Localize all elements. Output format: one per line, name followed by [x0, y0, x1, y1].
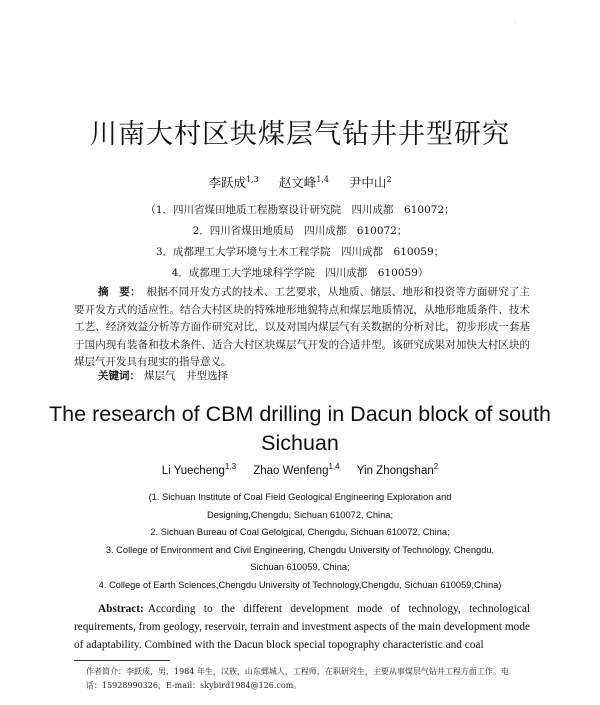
affiliation-line: （1．四川省煤田地质工程勘察设计研究院 四川成都 610072；	[145, 204, 455, 216]
author-li-en: Li Yuecheng$^{1,3}$	[161, 462, 237, 477]
footnote-divider	[74, 660, 170, 661]
keywords-text: 煤层气 井型选择	[144, 370, 228, 382]
chinese-abstract	[74, 284, 530, 372]
author-yin: 尹中山$^2$	[348, 174, 392, 190]
english-abstract	[74, 600, 530, 654]
author-footnote	[86, 665, 538, 692]
english-title: The research of CBM drilling in Dacun block of south Sichuan	[49, 402, 551, 455]
author-zhao: 赵文峰$^{1,4}$	[278, 174, 329, 190]
affiliation-line: Sichuan 610059, China;	[250, 562, 350, 573]
footnote-line: 作者简介：李跃成，男，1984 年生，汉族，山东鄄城人，工程师，在职研究生，主要从事煤层气钻井工程方面工作。电	[86, 667, 509, 676]
author-yin-en: Yin Zhongshan$^2$	[356, 462, 439, 477]
affiliation-line: 3．成都理工大学环境与土木工程学院 四川成都 610059；	[155, 246, 445, 258]
english-authors	[0, 462, 600, 477]
affiliation-line: 3. College of Environment and Civil Engineering, Chengdu University of Technology, Chengdu,	[105, 544, 495, 555]
footnote-line: 话：15928990326，E-mail：skybird1984@126.com。	[86, 680, 302, 690]
chinese-authors	[0, 173, 600, 191]
keywords-label: 关键词：	[98, 370, 140, 382]
chinese-affiliations	[0, 200, 600, 284]
abstract-text: According to the different development mode of technology, technological requirements, from geology, reservoir, terrain and investment aspects of the main development mode of adaptability. Combined with the Dacun block special topography characteristic and coal	[74, 603, 530, 651]
author-zhao-en: Zhao Wenfeng$^{1,4}$	[253, 462, 340, 477]
english-affiliations	[30, 489, 570, 595]
abstract-label: 摘 要：	[98, 286, 141, 298]
affiliation-line: 4．成都理工大学地球科学学院 四川成都 610059）	[171, 267, 429, 279]
chinese-title: 川南大村区块煤层气钻井井型研究	[90, 119, 510, 150]
affiliation-line: 2．四川省煤田地质局 四川成都 610072；	[192, 225, 408, 237]
affiliation-line: Designing,Chengdu, Sichuan 610072, China;	[206, 509, 394, 520]
abstract-label: Abstract:	[98, 603, 144, 615]
corner-mark: .	[514, 18, 516, 25]
abstract-text: 根据不同开发方式的技术、工艺要求，从地质、储层、地形和投资等方面研究了主要开发方式的适应性。结合大村区块的特殊地形地貌特点和煤层地质情况，从地形地质条件、技术工艺、经济效益分析等方面作研究对比，以及对国内煤层气有关数据的分析对比，初步形成一套基于国内现有装备和技术条件、适合大村区块煤层气开发的合适井型。该研究成果对加快大村区块的煤层气开发具有现实的指导意义。	[74, 286, 531, 368]
affiliation-line: 2. Sichuan Bureau of Coal Gelolgical, Chengdu, Sichuan 610072, China;	[150, 527, 450, 538]
chinese-keywords	[98, 368, 228, 383]
affiliation-line: (1. Sichuan Institute of Coal Field Geological Engineering Exploration and	[148, 492, 452, 502]
author-li: 李跃成$^{1,3}$	[208, 174, 259, 190]
affiliation-line: 4. College of Earth Sciences,Chengdu University of Technology,Chengdu, Sichuan 610059,China)	[98, 579, 502, 590]
